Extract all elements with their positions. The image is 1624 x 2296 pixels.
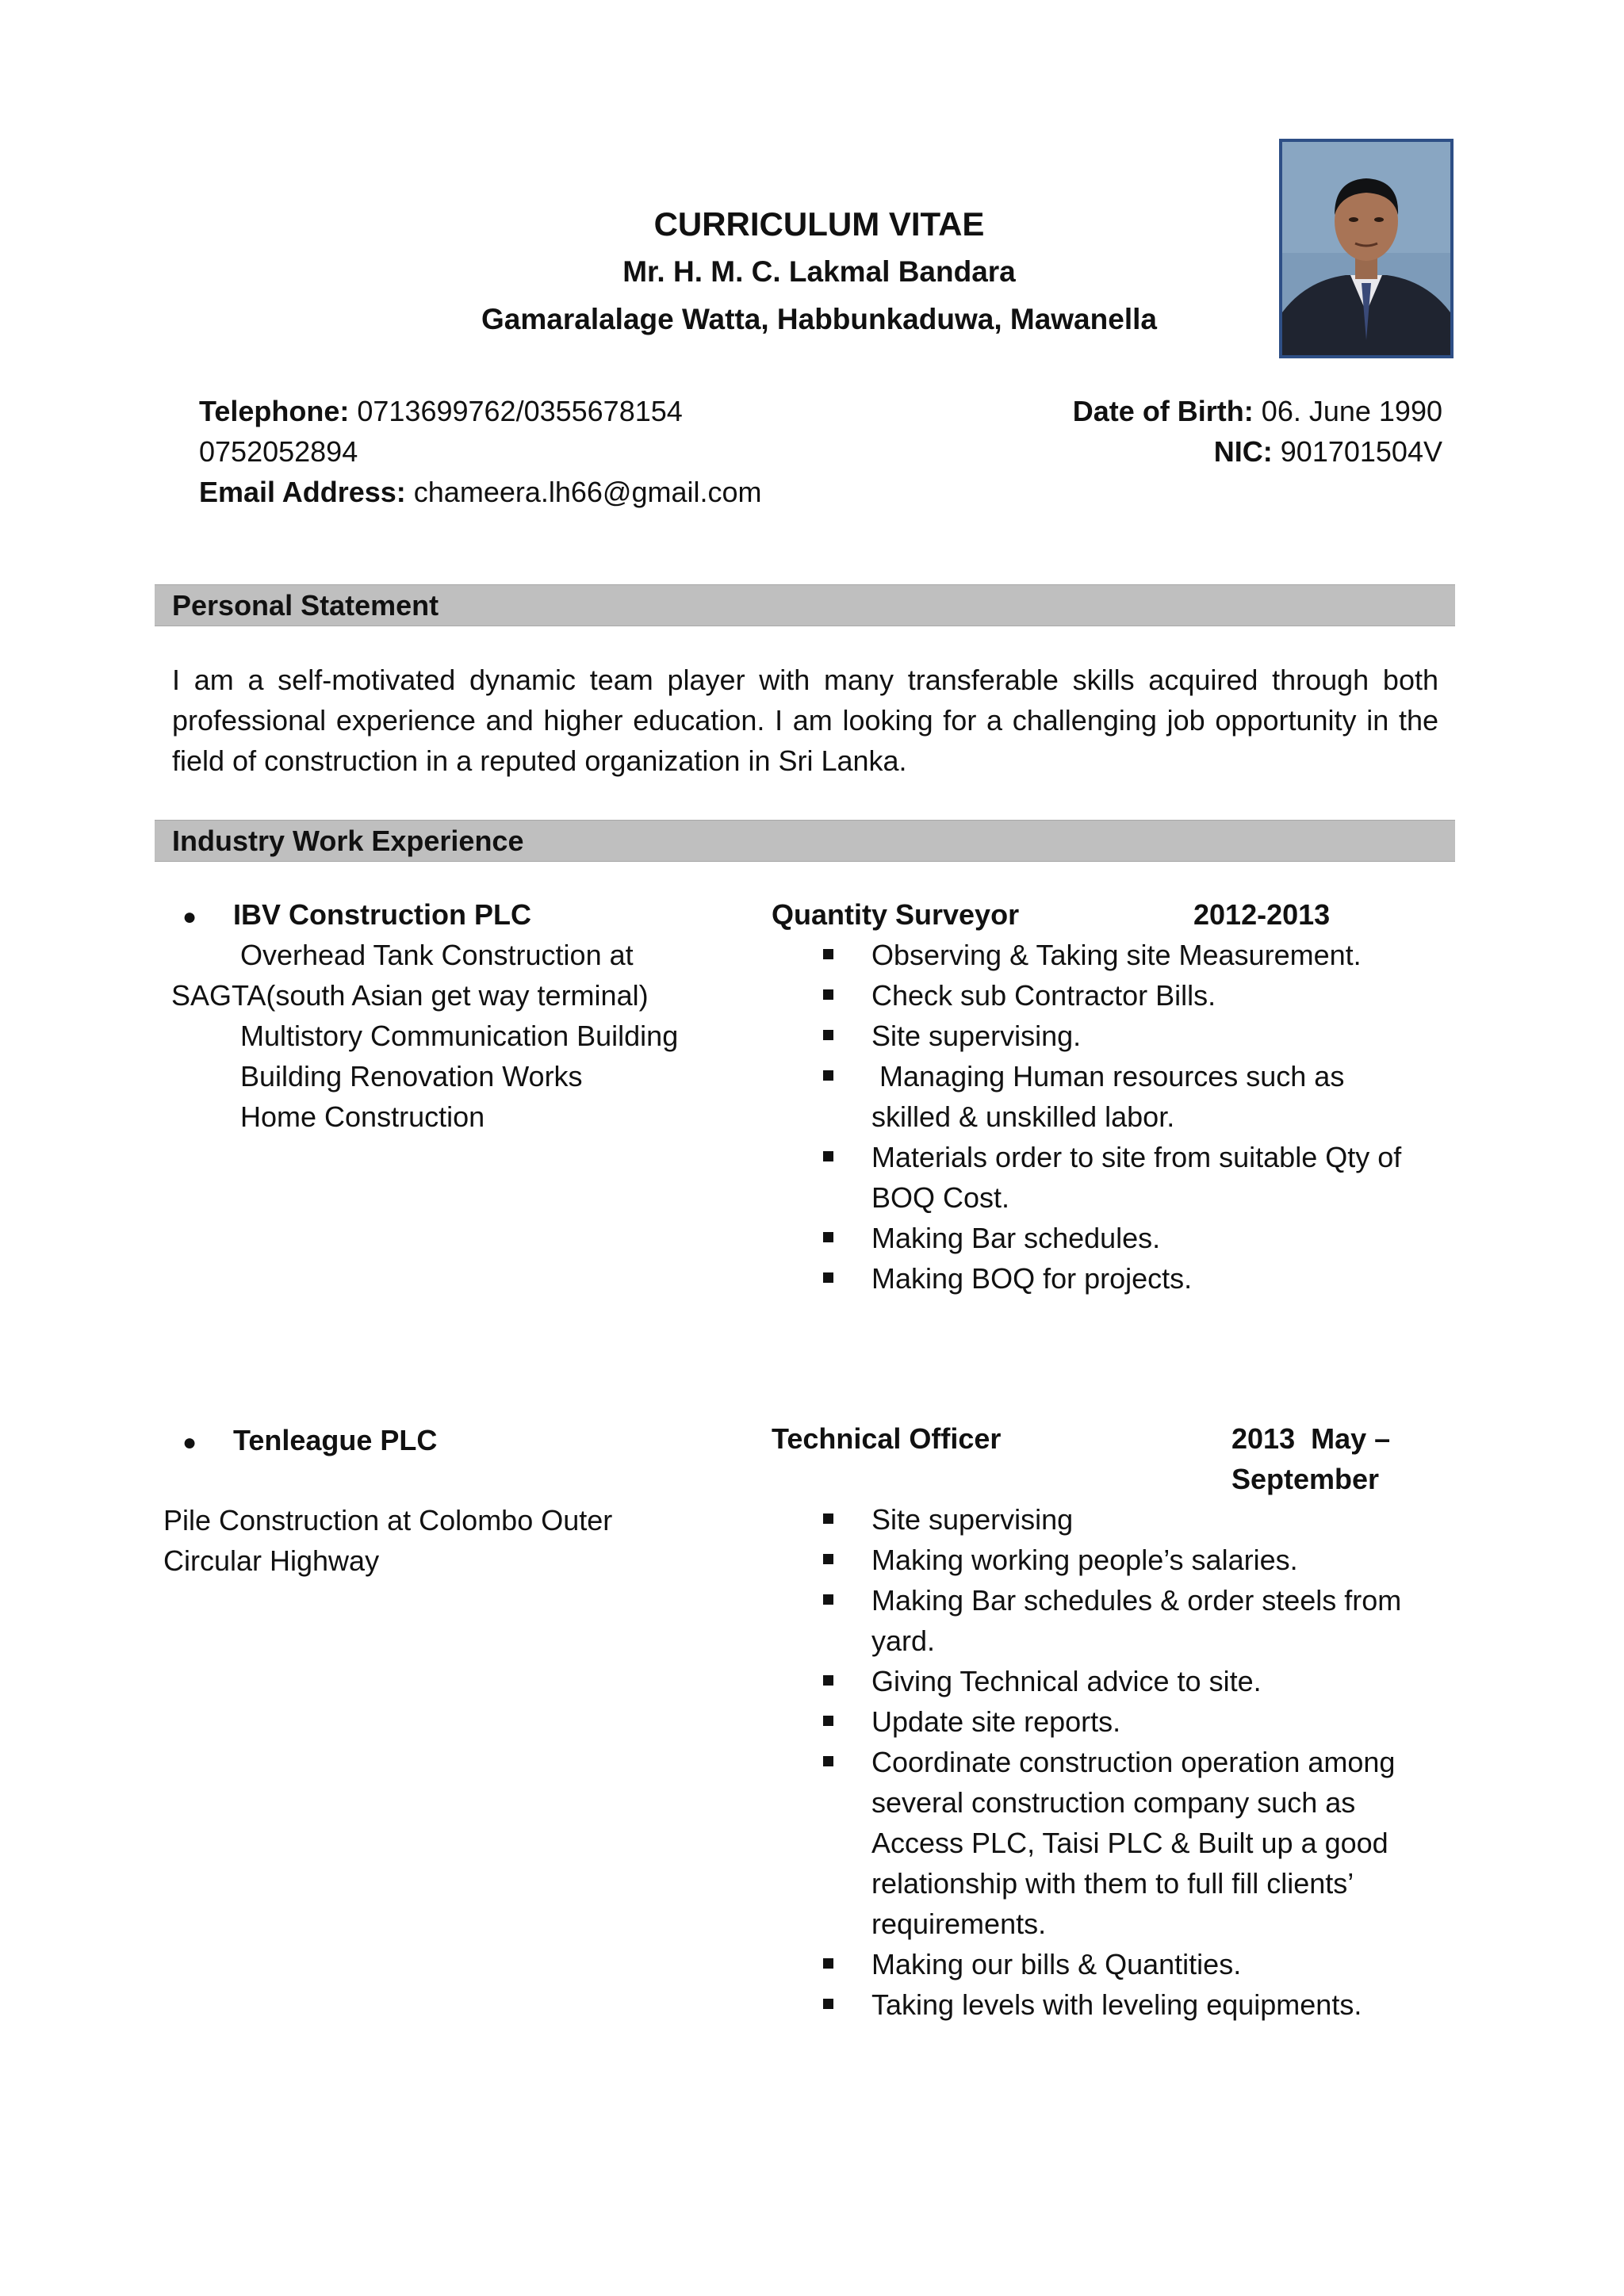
candidate-name: Mr. H. M. C. Lakmal Bandara (622, 255, 1016, 288)
job-1-project: Multistory Communication Building (240, 1020, 679, 1052)
square-bullet-icon (823, 949, 833, 959)
nic-value: 901701504V (1280, 435, 1442, 468)
list-item: Making Bar schedules & order steels from yard. (871, 1580, 1442, 1661)
job-1-project: Building Renovation Works (240, 1060, 583, 1093)
square-bullet-icon (823, 1554, 833, 1564)
job-2-bullet: ● (182, 1429, 197, 1456)
square-bullet-icon (823, 1999, 833, 2009)
personal-statement-heading-bar (155, 584, 1455, 626)
email-value: chameera.lh66@gmail.com (413, 476, 762, 508)
list-item: Coordinate construction operation among several construction company such as Access PLC, Taisi PLC & Built up a good relationship with them to full fill clients’ requirements. (871, 1742, 1434, 1944)
list-item: Making BOQ for projects. (871, 1258, 1442, 1299)
list-item: Observing & Taking site Measurement. (871, 935, 1442, 975)
square-bullet-icon (823, 1272, 833, 1283)
email-label: Email Address: (199, 476, 406, 508)
list-item: Making our bills & Quantities. (871, 1944, 1442, 1984)
square-bullet-icon (823, 1513, 833, 1524)
square-bullet-icon (823, 1594, 833, 1605)
list-item: Update site reports. (871, 1701, 1442, 1742)
job-1-project: Home Construction (240, 1100, 485, 1133)
dob-line (1073, 391, 1442, 431)
list-item: Making working people’s salaries. (871, 1540, 1442, 1580)
job-1-project: SAGTA(south Asian get way terminal) (171, 979, 649, 1012)
dob-value: 06. June 1990 (1261, 395, 1442, 427)
job-1-bullet: ● (182, 904, 197, 930)
profile-photo (1279, 139, 1454, 358)
square-bullet-icon (823, 989, 833, 1000)
job-1-company: IBV Construction PLC (233, 898, 531, 931)
square-bullet-icon (823, 1675, 833, 1686)
job-2-project: Circular Highway (163, 1544, 380, 1577)
list-item: Check sub Contractor Bills. (871, 975, 1442, 1016)
telephone-value-2: 0752052894 (199, 435, 358, 468)
personal-statement-text: I am a self-motivated dynamic team player with many transferable skills acquired through both professional experience and higher education. I am looking for a challenging job opportunity in the field of construction in a reputed organization in Sri Lanka. (172, 664, 1438, 777)
job-1-project: Overhead Tank Construction at (240, 939, 634, 971)
list-item: Giving Technical advice to site. (871, 1661, 1442, 1701)
nic-label: NIC: (1213, 435, 1273, 468)
candidate-address: Gamaralalage Watta, Habbunkaduwa, Mawanella (481, 303, 1157, 335)
telephone-value: 0713699762/0355678154 (357, 395, 683, 427)
square-bullet-icon (823, 1151, 833, 1161)
job-2-period-end: September (1231, 1463, 1380, 1495)
job-1-role: Quantity Surveyor (772, 898, 1020, 931)
job-2-company: Tenleague PLC (233, 1424, 438, 1456)
job-2-duties-list (871, 1499, 1442, 2025)
square-bullet-icon (823, 1958, 833, 1969)
experience-heading-bar (155, 820, 1455, 862)
square-bullet-icon (823, 1232, 833, 1242)
email-line (199, 472, 762, 512)
list-item: Taking levels with leveling equipments. (871, 1984, 1442, 2025)
list-item: Managing Human resources such as skilled & unskilled labor. (871, 1056, 1379, 1137)
telephone-label: Telephone: (199, 395, 350, 427)
square-bullet-icon (823, 1030, 833, 1040)
nic-line (1214, 431, 1442, 472)
job-2-role: Technical Officer (772, 1422, 1002, 1455)
personal-statement-heading: Personal Statement (172, 589, 439, 622)
experience-heading: Industry Work Experience (172, 825, 524, 857)
job-1-period: 2012-2013 (1193, 898, 1331, 931)
job-1-duties-list (871, 935, 1442, 1299)
list-item: Materials order to site from suitable Qty of BOQ Cost. (871, 1137, 1442, 1218)
cv-title: CURRICULUM VITAE (653, 205, 985, 243)
list-item: Making Bar schedules. (871, 1218, 1442, 1258)
square-bullet-icon (823, 1756, 833, 1766)
square-bullet-icon (823, 1070, 833, 1081)
job-2-period-start: 2013 May – (1231, 1422, 1391, 1455)
telephone-line (199, 391, 683, 431)
dob-label: Date of Birth: (1072, 395, 1254, 427)
list-item: Site supervising (871, 1499, 1442, 1540)
job-2-project: Pile Construction at Colombo Outer (163, 1504, 613, 1536)
list-item: Site supervising. (871, 1016, 1442, 1056)
person-portrait-image (1282, 142, 1450, 355)
square-bullet-icon (823, 1716, 833, 1726)
